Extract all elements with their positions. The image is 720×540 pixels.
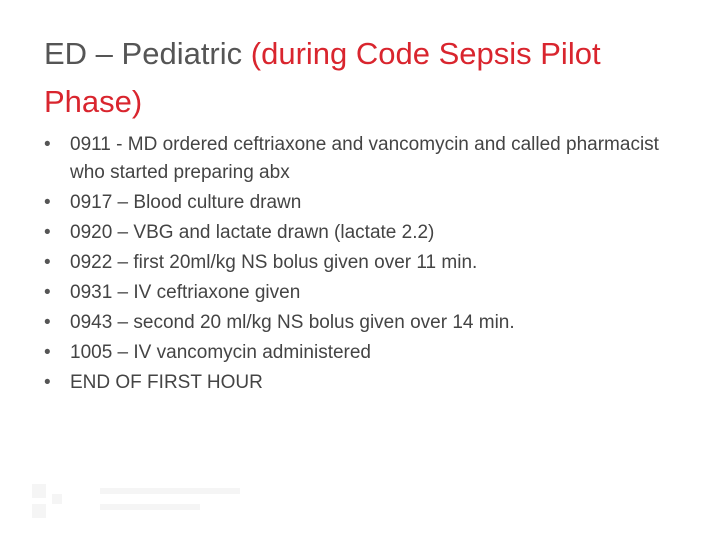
bullet-icon: • — [44, 312, 51, 333]
list-item-text: 0920 – VBG and lactate drawn (lactate 2.2) — [70, 222, 435, 243]
list-item — [44, 309, 684, 337]
list-item-text: 1005 – IV vancomycin administered — [70, 342, 371, 363]
bullet-icon: • — [44, 372, 51, 393]
bullet-icon: • — [44, 222, 51, 243]
list-item — [44, 189, 684, 217]
bullet-icon: • — [44, 342, 51, 363]
list-item — [44, 279, 684, 307]
slide-title — [44, 30, 694, 126]
list-item — [44, 249, 684, 277]
bullet-icon: • — [44, 252, 51, 273]
list-item-text: 0922 – first 20ml/kg NS bolus given over 11 min. — [70, 252, 478, 273]
watermark-logo — [30, 480, 250, 525]
bullet-icon: • — [44, 282, 51, 303]
list-item-text: END OF FIRST HOUR — [70, 372, 263, 393]
list-item-text: 0931 – IV ceftriaxone given — [70, 282, 301, 303]
list-item — [44, 219, 684, 247]
bullet-icon: • — [44, 192, 51, 213]
title-accent: (during Code Sepsis Pilot Phase) — [44, 36, 601, 119]
list-item-text: 0943 – second 20 ml/kg NS bolus given over 14 min. — [70, 312, 515, 333]
list-item-text: 0917 – Blood culture drawn — [70, 192, 302, 213]
bullet-icon: • — [44, 134, 51, 155]
list-item — [44, 369, 684, 397]
title-main: ED – Pediatric — [44, 36, 251, 71]
list-item-text: 0911 - MD ordered ceftriaxone and vancomycin and called pharmacist who started preparing abx — [70, 134, 659, 183]
bullet-list — [44, 131, 684, 399]
list-item — [44, 131, 684, 187]
list-item — [44, 339, 684, 367]
